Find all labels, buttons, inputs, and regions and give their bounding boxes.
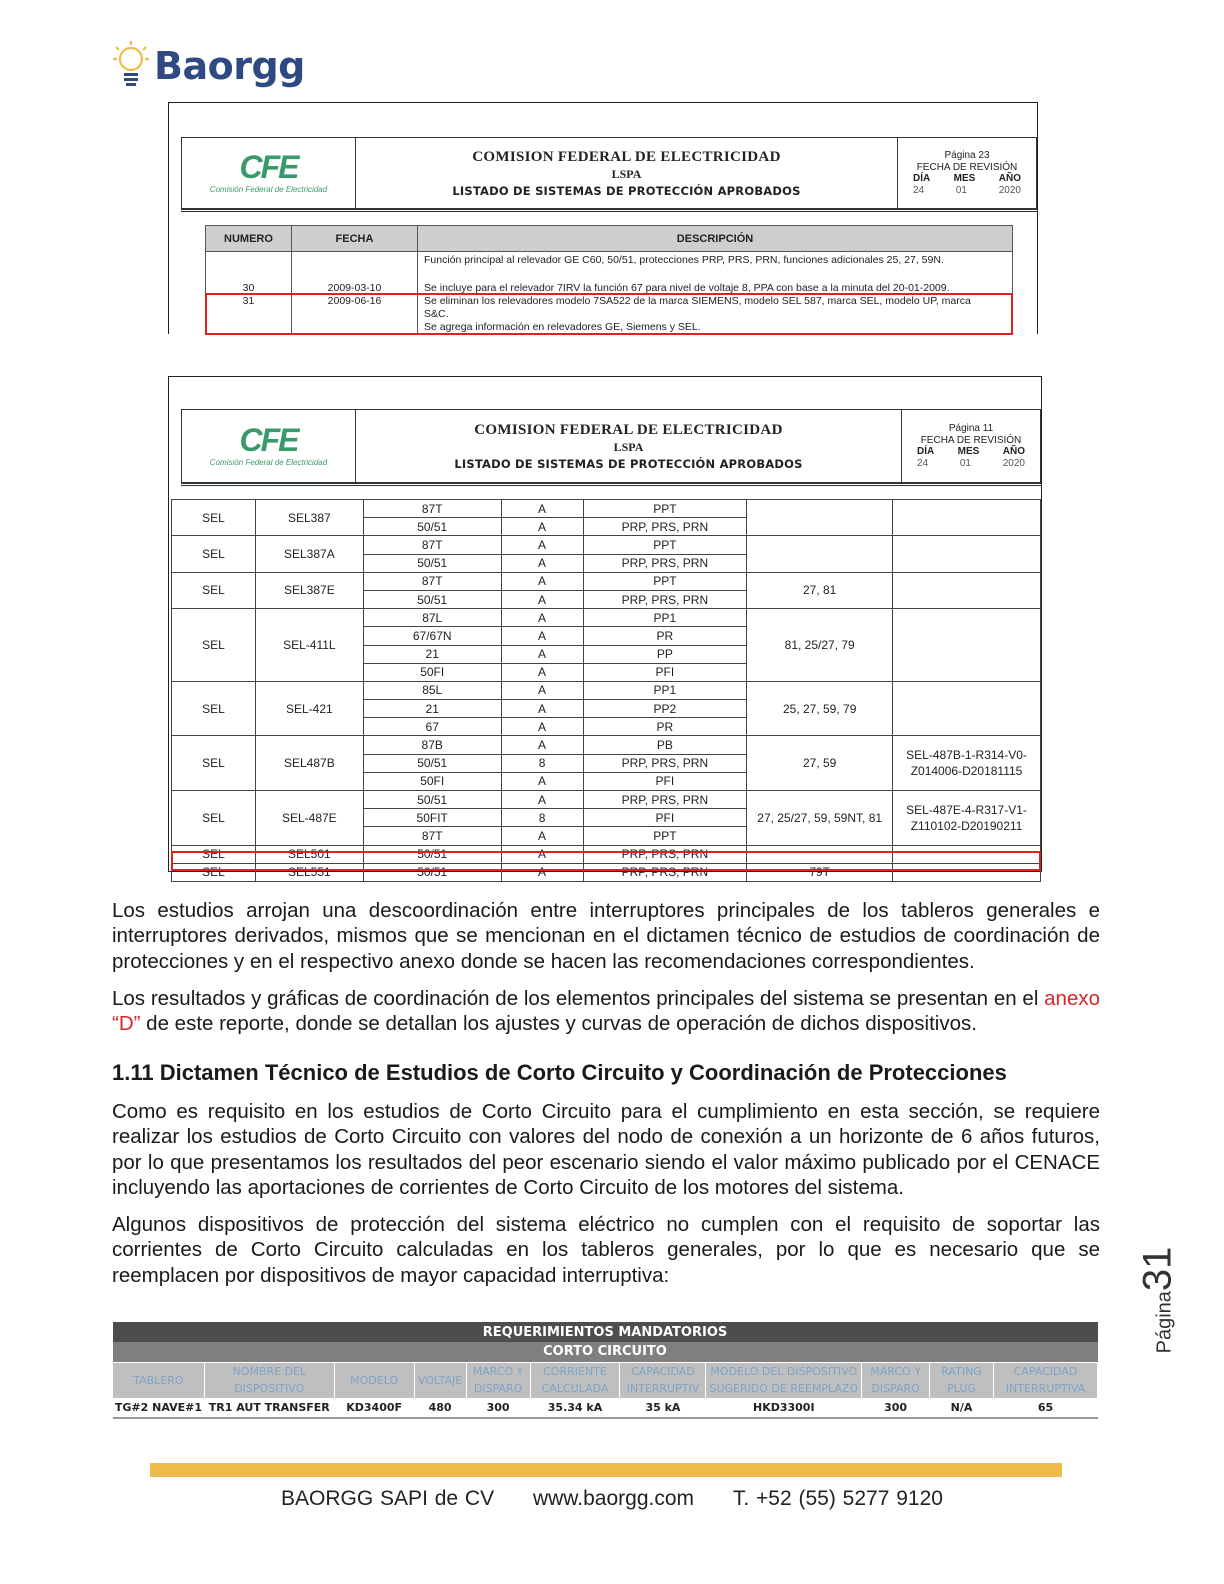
day-label: DÍA <box>917 446 935 457</box>
cell-extra-functions: 25, 27, 59, 79 <box>747 681 893 736</box>
cell-function: PRP, PRS, PRN <box>583 518 747 536</box>
req-data-cell: 300 <box>862 1398 930 1418</box>
table-row: 30 2009-03-10 Se incluye para el relevador 7IRV la función 67 para nivel de voltaje 8, PPA con base a la minuta del 20-01-2009. <box>206 282 1013 295</box>
cell-extra-functions <box>747 536 893 572</box>
cfe-subtitle: Comisión Federal de Electricidad <box>209 185 328 194</box>
cell-function: 8 <box>501 809 583 827</box>
cell-function: PP2 <box>583 700 747 718</box>
cell-function: A <box>501 609 583 627</box>
cell-function: PFI <box>583 663 747 681</box>
cell-function: A <box>501 863 583 881</box>
cell-function: 50FI <box>363 772 501 790</box>
doc-title: COMISION FEDERAL DE ELECTRICIDAD <box>472 148 781 165</box>
cell-function: PB <box>583 736 747 754</box>
table-row <box>172 681 1041 699</box>
cell-brand: SEL <box>172 609 256 682</box>
cell-function: A <box>501 663 583 681</box>
paragraph-text: Los resultados y gráficas de coordinación de los elementos principales del sistema se presentan en el <box>112 987 1045 1010</box>
cfe-mark: CFE <box>239 422 298 458</box>
cfe-mark: CFE <box>239 149 298 185</box>
cell-function: PFI <box>583 809 747 827</box>
cell-extra-functions: 27, 81 <box>747 572 893 608</box>
cell-brand: SEL <box>172 572 256 608</box>
req-band-title: REQUERIMIENTOS MANDATORIOS <box>113 1322 1098 1342</box>
cell-function: 87T <box>363 827 501 845</box>
req-header-cell: NOMBRE DEL DISPOSITIVO <box>204 1362 334 1398</box>
rev-label: FECHA DE REVISIÓN <box>920 434 1022 446</box>
table-row <box>172 500 1041 518</box>
cell-model: SEL551 <box>255 863 363 881</box>
paragraph-resultados <box>112 986 1100 1037</box>
cell-function: PRP, PRS, PRN <box>583 845 747 863</box>
req-header-cell: RATING PLUG <box>930 1362 994 1398</box>
cell-function: 50FIT <box>363 809 501 827</box>
req-data-cell: TG#2 NAVE#1 <box>113 1398 205 1418</box>
doc-list-title: LISTADO DE SISTEMAS DE PROTECCIÓN APROBADOS <box>454 456 803 471</box>
cell-function: 21 <box>363 700 501 718</box>
cell-function: PPT <box>583 500 747 518</box>
cell-function: 67 <box>363 718 501 736</box>
cell-brand: SEL <box>172 845 256 863</box>
cell-function: 50FI <box>363 663 501 681</box>
cell-function: A <box>501 645 583 663</box>
lightbulb-icon <box>112 39 150 93</box>
cell-function: 21 <box>363 645 501 663</box>
cell-brand: SEL <box>172 863 256 881</box>
table-row <box>172 572 1041 590</box>
req-data-cell: 480 <box>414 1398 466 1418</box>
col-fecha: FECHA <box>292 226 418 252</box>
page-number <box>1130 1240 1186 1360</box>
cell-model: SEL501 <box>255 845 363 863</box>
table-row <box>172 536 1041 554</box>
divider <box>181 209 1037 212</box>
page-number-value: 31 <box>1135 1246 1180 1292</box>
cfe-subtitle: Comisión Federal de Electricidad <box>209 458 328 467</box>
cell-function: 50/51 <box>363 863 501 881</box>
cell-function: 50/51 <box>363 791 501 809</box>
cell-function: 87T <box>363 572 501 590</box>
req-header-cell: MODELO DEL DISPOSITIVO SUGERIDO DE REEMPLAZO <box>706 1362 862 1398</box>
brand-name: Baorgg <box>154 44 305 88</box>
req-data-cell: 35.34 kA <box>530 1398 620 1418</box>
day-value: 24 <box>913 184 925 196</box>
month-label: MES <box>953 173 976 184</box>
cell-function: PP1 <box>583 681 747 699</box>
cell-function: A <box>501 827 583 845</box>
cell-function: A <box>501 772 583 790</box>
req-data-cell: KD3400F <box>334 1398 414 1418</box>
year-value: 2020 <box>998 184 1021 196</box>
cell-function: 8 <box>501 754 583 772</box>
cell-extra-functions: 27, 59 <box>747 736 893 791</box>
table-row: Función principal al relevador GE C60, 50/51, protecciones PRP, PRS, PRN, funciones adicionales 25, 27, 59N. <box>206 252 1013 282</box>
cell-extra-functions: 79T <box>747 863 893 881</box>
req-data-cell: 35 kA <box>620 1398 706 1418</box>
cell-function: A <box>501 500 583 518</box>
cell-model: SEL387A <box>255 536 363 572</box>
scanned-revision-page <box>168 102 1038 334</box>
cell-function: PP1 <box>583 609 747 627</box>
footer-company: BAORGG SAPI de CV <box>281 1487 495 1510</box>
page-ref: Página 23 <box>944 150 990 161</box>
doc-list-title: LISTADO DE SISTEMAS DE PROTECCIÓN APROBADOS <box>452 183 801 198</box>
section-heading: 1.11 Dictamen Técnico de Estudios de Corto Circuito y Coordinación de Protecciones <box>112 1060 1007 1085</box>
cell-function: 50/51 <box>363 845 501 863</box>
table-row: 31 2009-06-16 Se eliminan los relevadores modelo 7SA522 de la marca SIEMENS, modelo SEL 587, marca SEL, modelo UP, marca S&C. <box>206 295 1013 321</box>
footer-phone: T. +52 (55) 5277 9120 <box>732 1487 943 1510</box>
cell-function: 50/51 <box>363 590 501 608</box>
cell-function: PR <box>583 627 747 645</box>
cell-function: PRP, PRS, PRN <box>583 791 747 809</box>
scanned-protection-page <box>168 376 1042 880</box>
cell-brand: SEL <box>172 681 256 736</box>
paragraph-descoordinacion: Los estudios arrojan una descoordinación entre interruptores principales de los tableros generales e interruptores derivados, mismos que se mencionan en el dictamen técnico de estudios de coordinación de protecciones y en el respectivo anexo donde se hacen las recomendaciones correspondientes. <box>112 899 1100 973</box>
divider <box>181 483 1041 486</box>
cell-function: A <box>501 736 583 754</box>
cell-firmware-code: SEL-487B-1-R314-V0-Z014006-D20181115 <box>893 736 1041 791</box>
month-value: 01 <box>959 457 971 469</box>
year-label: AÑO <box>1002 446 1025 457</box>
cell-model: SEL487B <box>255 736 363 791</box>
highlight-box <box>205 293 1013 335</box>
brand-logo <box>112 38 305 94</box>
requirements-table <box>112 1322 1098 1419</box>
protection-table <box>171 499 1041 882</box>
cell-firmware-code <box>893 536 1041 572</box>
cell-function: A <box>501 700 583 718</box>
cell-function: A <box>501 590 583 608</box>
cell-extra-functions <box>747 500 893 536</box>
cell-function: A <box>501 681 583 699</box>
cell-brand: SEL <box>172 791 256 846</box>
cell-function: A <box>501 572 583 590</box>
cell-function: PPT <box>583 536 747 554</box>
page-label: Página <box>1153 1291 1176 1354</box>
cell-function: 50/51 <box>363 518 501 536</box>
doc-title-block <box>356 410 902 482</box>
cell-function: PPT <box>583 827 747 845</box>
year-label: AÑO <box>998 173 1021 184</box>
footer-web-link[interactable]: www.baorgg.com <box>532 1487 695 1510</box>
cell-function: A <box>501 518 583 536</box>
cell-function: A <box>501 554 583 572</box>
paragraph-requisito: Como es requisito en los estudios de Corto Circuito para el cumplimiento en esta sección, se requiere realizar los estudios de Corto Circuito con valores del nodo de conexión a un horizonte de 6 años futuros, por lo que presentamos los resultados del peor escenario siendo el valor máximo publicado por el CENACE incluyendo las aportaciones de corrientes de Corto Circuito de los motores del sistema. <box>112 1100 1100 1199</box>
cell-function: PFI <box>583 772 747 790</box>
req-header-cell: MARCO Y DISPARO <box>862 1362 930 1398</box>
cell-firmware-code <box>893 500 1041 536</box>
cell-function: 87T <box>363 500 501 518</box>
req-header-cell: MARCO Y DISPARO <box>466 1362 530 1398</box>
month-label: MES <box>957 446 980 457</box>
footer <box>0 1487 1224 1511</box>
revision-block <box>898 138 1036 208</box>
table-row: Se agrega información en relevadores GE, Siemens y SEL. <box>206 321 1013 334</box>
cell-brand: SEL <box>172 536 256 572</box>
table-row <box>172 609 1041 627</box>
req-header-cell: CORRIENTE CALCULADA <box>530 1362 620 1398</box>
cell-function: A <box>501 627 583 645</box>
cell-function: 67/67N <box>363 627 501 645</box>
cell-extra-functions: 81, 25/27, 79 <box>747 609 893 682</box>
cell-firmware-code <box>893 609 1041 682</box>
cell-model: SEL-411L <box>255 609 363 682</box>
doc-header <box>181 409 1041 483</box>
req-data-cell: 65 <box>994 1398 1098 1418</box>
cell-function: A <box>501 536 583 554</box>
cell-function: A <box>501 791 583 809</box>
table-row <box>172 791 1041 809</box>
doc-subtitle: LSPA <box>613 439 644 454</box>
cell-function: 87T <box>363 536 501 554</box>
cell-model: SEL387E <box>255 572 363 608</box>
cell-function: 50/51 <box>363 554 501 572</box>
cfe-logo <box>182 138 356 208</box>
cfe-logo <box>182 410 356 482</box>
cell-function: PRP, PRS, PRN <box>583 590 747 608</box>
year-value: 2020 <box>1002 457 1025 469</box>
cell-firmware-code <box>893 681 1041 736</box>
cell-model: SEL-421 <box>255 681 363 736</box>
cell-function: 85L <box>363 681 501 699</box>
cell-function: 50/51 <box>363 754 501 772</box>
req-band-subtitle: CORTO CIRCUITO <box>113 1342 1098 1362</box>
req-data-cell: 300 <box>466 1398 530 1418</box>
highlight-box <box>171 851 1041 871</box>
req-header-cell: MODELO <box>334 1362 414 1398</box>
revision-block <box>902 410 1040 482</box>
req-data-cell: TR1 AUT TRANSFER <box>204 1398 334 1418</box>
cell-function: A <box>501 845 583 863</box>
req-header-cell: CAPACIDAD INTERRUPTIVA <box>994 1362 1098 1398</box>
req-header-cell: VOLTAJE <box>414 1362 466 1398</box>
cell-brand: SEL <box>172 736 256 791</box>
req-header-cell: CAPACIDAD INTERRUPTIV <box>620 1362 706 1398</box>
cell-function: PRP, PRS, PRN <box>583 554 747 572</box>
cell-firmware-code <box>893 572 1041 608</box>
paragraph-text: de este reporte, donde se detallan los ajustes y curvas de operación de dichos dispositivos. <box>140 1012 977 1036</box>
doc-subtitle: LSPA <box>611 166 642 181</box>
cell-brand: SEL <box>172 500 256 536</box>
month-value: 01 <box>955 184 967 196</box>
doc-title-block <box>356 138 898 208</box>
rev-label: FECHA DE REVISIÓN <box>916 161 1018 173</box>
cell-firmware-code: SEL-487E-4-R317-V1-Z110102-D20190211 <box>893 791 1041 846</box>
req-data-cell: N/A <box>930 1398 994 1418</box>
cell-function: PRP, PRS, PRN <box>583 863 747 881</box>
day-value: 24 <box>917 457 929 469</box>
cell-function: A <box>501 718 583 736</box>
col-descripcion: DESCRIPCIÓN <box>418 226 1013 252</box>
paragraph-dispositivos: Algunos dispositivos de protección del sistema eléctrico no cumplen con el requisito de soportar las corrientes de Corto Circuito calculadas en los tableros generales, por lo que es necesario que se reemplacen por dispositivos de mayor capacidad interruptiva: <box>112 1213 1100 1287</box>
cell-model: SEL387 <box>255 500 363 536</box>
page-ref: Página 11 <box>948 423 994 434</box>
cell-function: 87B <box>363 736 501 754</box>
req-data-cell: HKD3300I <box>706 1398 862 1418</box>
cell-model: SEL-487E <box>255 791 363 846</box>
doc-title: COMISION FEDERAL DE ELECTRICIDAD <box>474 421 783 438</box>
cell-function: PRP, PRS, PRN <box>583 754 747 772</box>
cell-extra-functions: 27, 25/27, 59, 59NT, 81 <box>747 791 893 846</box>
doc-header <box>181 137 1037 209</box>
cell-function: PP <box>583 645 747 663</box>
col-numero: NUMERO <box>206 226 292 252</box>
footer-accent-bar <box>150 1463 1062 1477</box>
cell-function: PPT <box>583 572 747 590</box>
day-label: DÍA <box>913 173 931 184</box>
cell-function: 87L <box>363 609 501 627</box>
anexo-link[interactable]: anexo “D” <box>112 987 1100 1036</box>
cell-function: PR <box>583 718 747 736</box>
req-header-cell: TABLERO <box>113 1362 205 1398</box>
table-row <box>172 736 1041 754</box>
